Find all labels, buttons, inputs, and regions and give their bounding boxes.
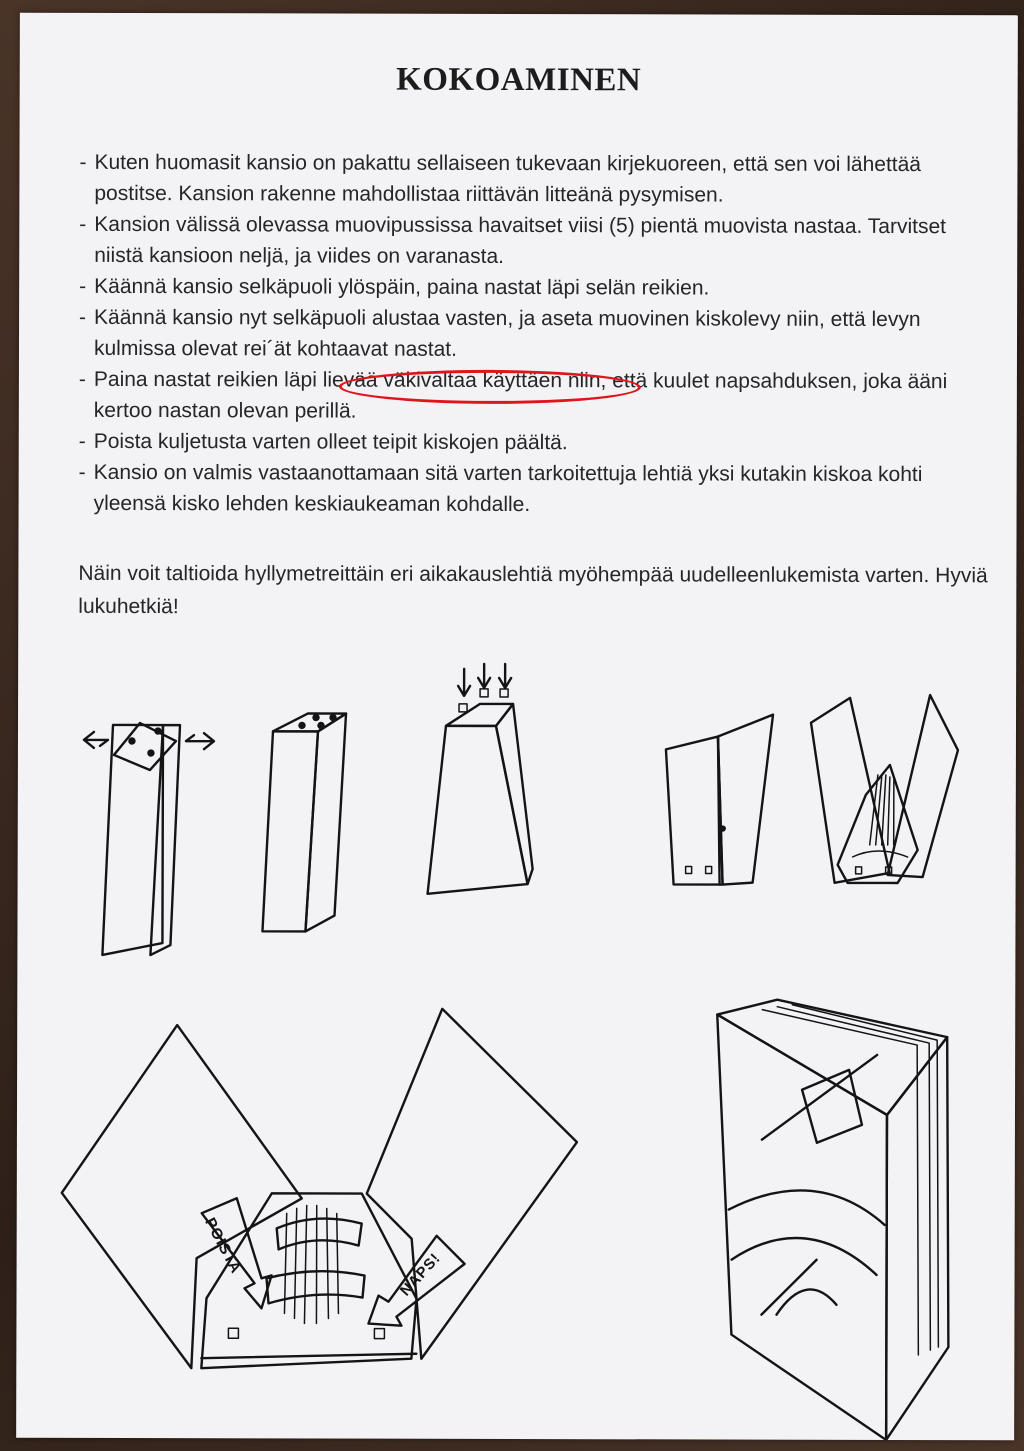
instruction-item: - Kansio on valmis vastaanottamaan sitä varten tarkoitettuja lehtiä yksi kutakin kiskoa kohti yleensä kisko lehden keskiaukeaman kohdalle.: [79, 457, 999, 521]
instruction-item: - Käännä kansio selkäpuoli ylöspäin, paina nastat läpi selän reikien.: [79, 271, 999, 304]
snap-label: NAPS!: [396, 1249, 445, 1300]
sketch-step-3-insert-pins: [428, 664, 534, 894]
instruction-item: - Poista kuljetusta varten olleet teipit kiskojen päältä.: [79, 426, 999, 459]
page-title: KOKOAMINEN: [396, 61, 642, 99]
instruction-item: - Paina nastat reikien läpi lievää väkivaltaa käyttäen niin, että kuulet napsahduksen, joka ääni kertoo nastan olevan perillä.: [79, 364, 999, 428]
instruction-item: - Kuten huomasit kansio on pakattu sellaiseen tukevaan kirjekuoreen, että sen voi lähettää postitse. Kansion rakenne mahdollistaa riittävän litteänä pysymisen.: [79, 147, 999, 211]
instruction-sheet: [16, 13, 1018, 1441]
sketch-step-7-finished-binder: [716, 1000, 949, 1441]
remove-label: POISTA: [201, 1215, 245, 1277]
instruction-item: - Käännä kansio nyt selkäpuoli alustaa vasten, ja aseta muovinen kiskolevy niin, että levyn kulmissa olevat rei´ät kohtaavat nastat.: [79, 302, 999, 366]
closing-paragraph: Näin voit taltioida hyllymetreittäin eri aikakauslehtiä myöhempää uudelleenlukemista varten. Hyviä lukuhetkiä!: [78, 561, 988, 619]
sketch-step-4-spine-down: [666, 714, 773, 884]
sketch-step-2-closed-binder: [262, 713, 346, 931]
sketch-step-5-rail-plate: [811, 695, 958, 883]
sketch-step-6-remove-tape-snap: [61, 1008, 577, 1369]
assembly-illustrations: [16, 13, 1018, 1441]
instruction-item: - Kansion välissä olevassa muovipussissa havaitset viisi (5) pientä muovista nastaa. Tarvitset niistä kansioon neljä, ja viides on varanasta.: [79, 209, 999, 273]
sketch-step-1-open-binder: [83, 723, 214, 955]
